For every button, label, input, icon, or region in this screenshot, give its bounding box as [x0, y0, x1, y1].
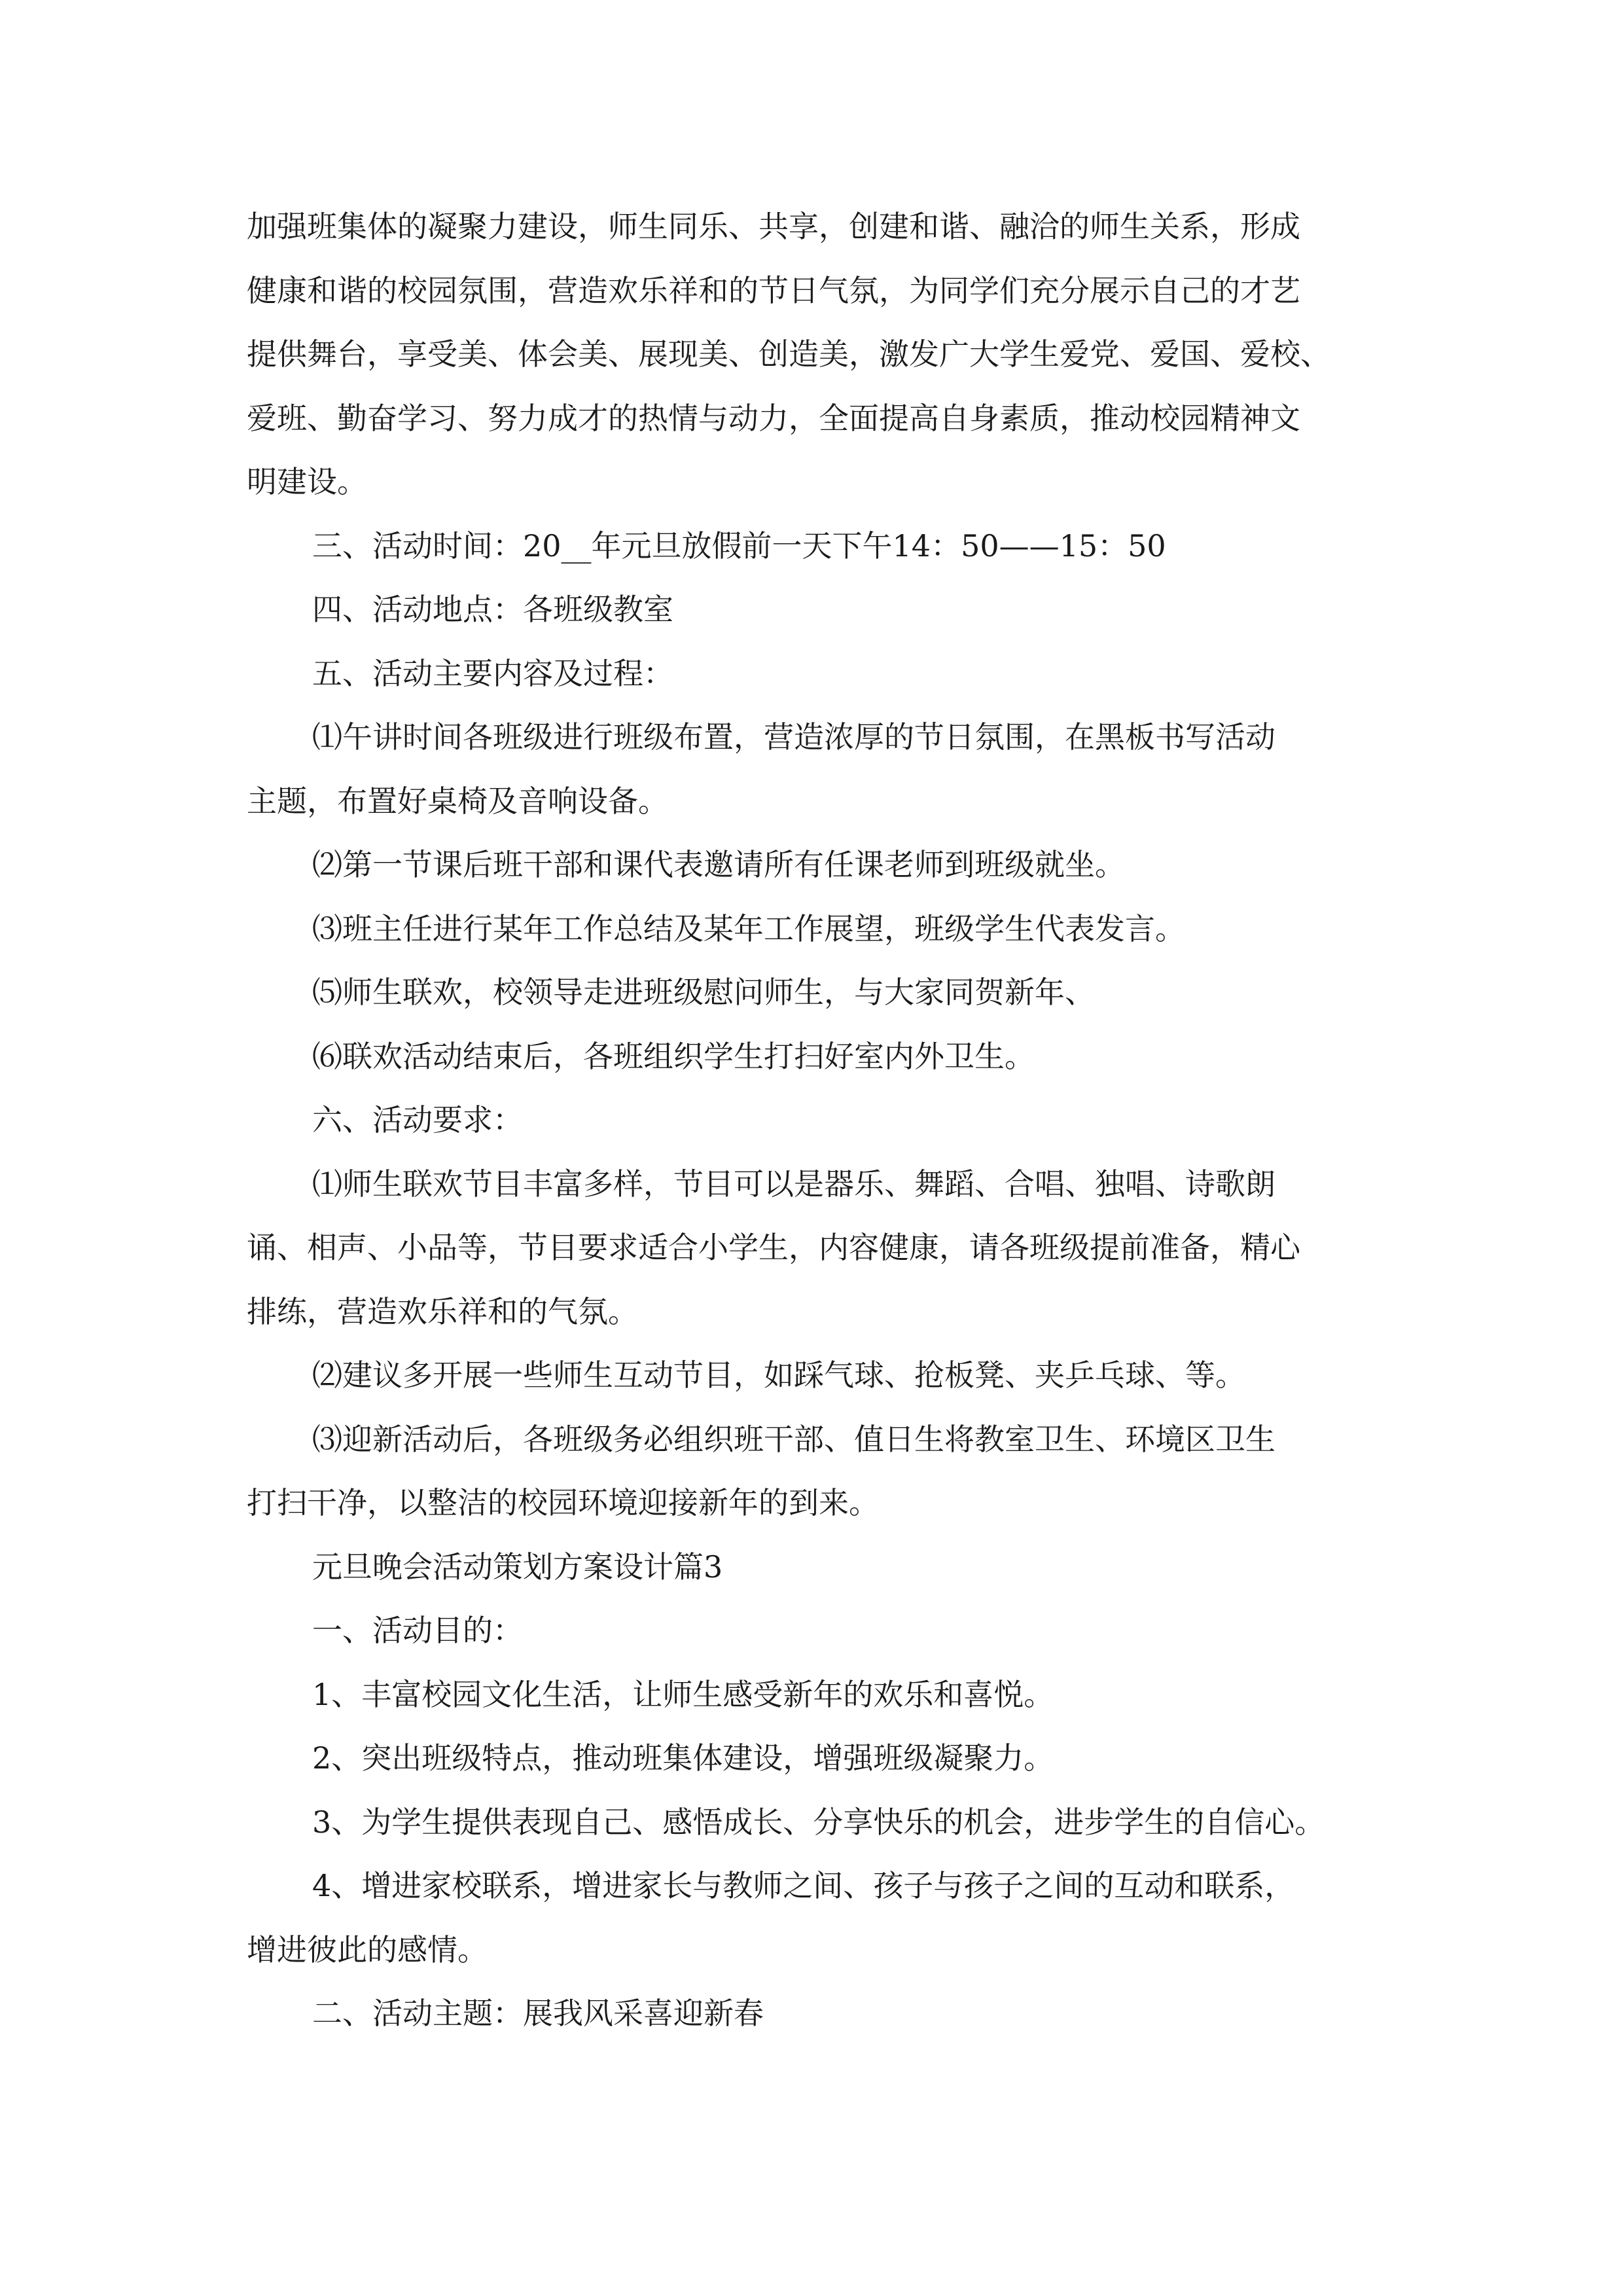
text-line: 加强班集体的凝聚力建设，师生同乐、共享，创建和谐、融洽的师生关系，形成 — [247, 209, 1300, 244]
section-heading-theme: 二、活动主题：展我风采喜迎新春 — [312, 1996, 764, 2031]
list-item: 1、丰富校园文化生活，让师生感受新年的欢乐和喜悦。 — [312, 1676, 1054, 1712]
text-line: 爱班、勤奋学习、努力成才的热情与动力，全面提高自身素质，推动校园精神文 — [247, 400, 1300, 436]
list-item: ⑸师生联欢，校领导走进班级慰问师生，与大家同贺新年、 — [312, 975, 1095, 1010]
section-heading-time: 三、活动时间：20__年元旦放假前一天下午14：50——15：50 — [312, 528, 1166, 564]
list-item: 3、为学生提供表现自己、感悟成长、分享快乐的机会，进步学生的自信心。 — [312, 1804, 1325, 1840]
list-item: ⑴午讲时间各班级进行班级布置，营造浓厚的节日氛围，在黑板书写活动 — [312, 719, 1275, 755]
text-line: 诵、相声、小品等，节目要求适合小学生，内容健康，请各班级提前准备，精心 — [247, 1230, 1300, 1265]
text-line: 明建设。 — [247, 464, 367, 499]
list-item: ⑵第一节课后班干部和课代表邀请所有任课老师到班级就坐。 — [312, 847, 1125, 882]
section-heading-location: 四、活动地点：各班级教室 — [312, 592, 673, 627]
list-item: ⑶迎新活动后，各班级务必组织班干部、值日生将教室卫生、环境区卫生 — [312, 1421, 1275, 1457]
list-item: ⑴师生联欢节目丰富多样，节目可以是器乐、舞蹈、合唱、独唱、诗歌朗 — [312, 1166, 1275, 1202]
list-item: ⑶班主任进行某年工作总结及某年工作展望，班级学生代表发言。 — [312, 910, 1185, 946]
text-line: 打扫干净，以整洁的校园环境迎接新年的到来。 — [247, 1485, 879, 1520]
text-line: 增进彼此的感情。 — [247, 1931, 488, 1967]
text-line: 主题，布置好桌椅及音响设备。 — [247, 783, 668, 819]
list-item: ⑹联欢活动结束后，各班组织学生打扫好室内外卫生。 — [312, 1038, 1035, 1074]
text-line: 排练，营造欢乐祥和的气氛。 — [247, 1293, 638, 1329]
text-line: 提供舞台，享受美、体会美、展现美、创造美，激发广大学生爱党、爱国、爱校、 — [247, 336, 1330, 372]
list-item: ⑵建议多开展一些师生互动节目，如踩气球、抢板凳、夹乒乓球、等。 — [312, 1357, 1245, 1393]
list-item: 4、增进家校联系，增进家长与教师之间、孩子与孩子之间的互动和联系， — [312, 1868, 1295, 1903]
section-heading-purpose: 一、活动目的： — [312, 1613, 523, 1648]
list-item: 2、突出班级特点，推动班集体建设，增强班级凝聚力。 — [312, 1740, 1054, 1776]
section-heading-content: 五、活动主要内容及过程： — [312, 655, 673, 691]
section-heading-requirements: 六、活动要求： — [312, 1102, 523, 1138]
document-body — [247, 195, 1425, 2046]
article-title: 元旦晚会活动策划方案设计篇3 — [312, 1549, 723, 1585]
text-line: 健康和谐的校园氛围，营造欢乐祥和的节日气氛，为同学们充分展示自己的才艺 — [247, 272, 1300, 308]
